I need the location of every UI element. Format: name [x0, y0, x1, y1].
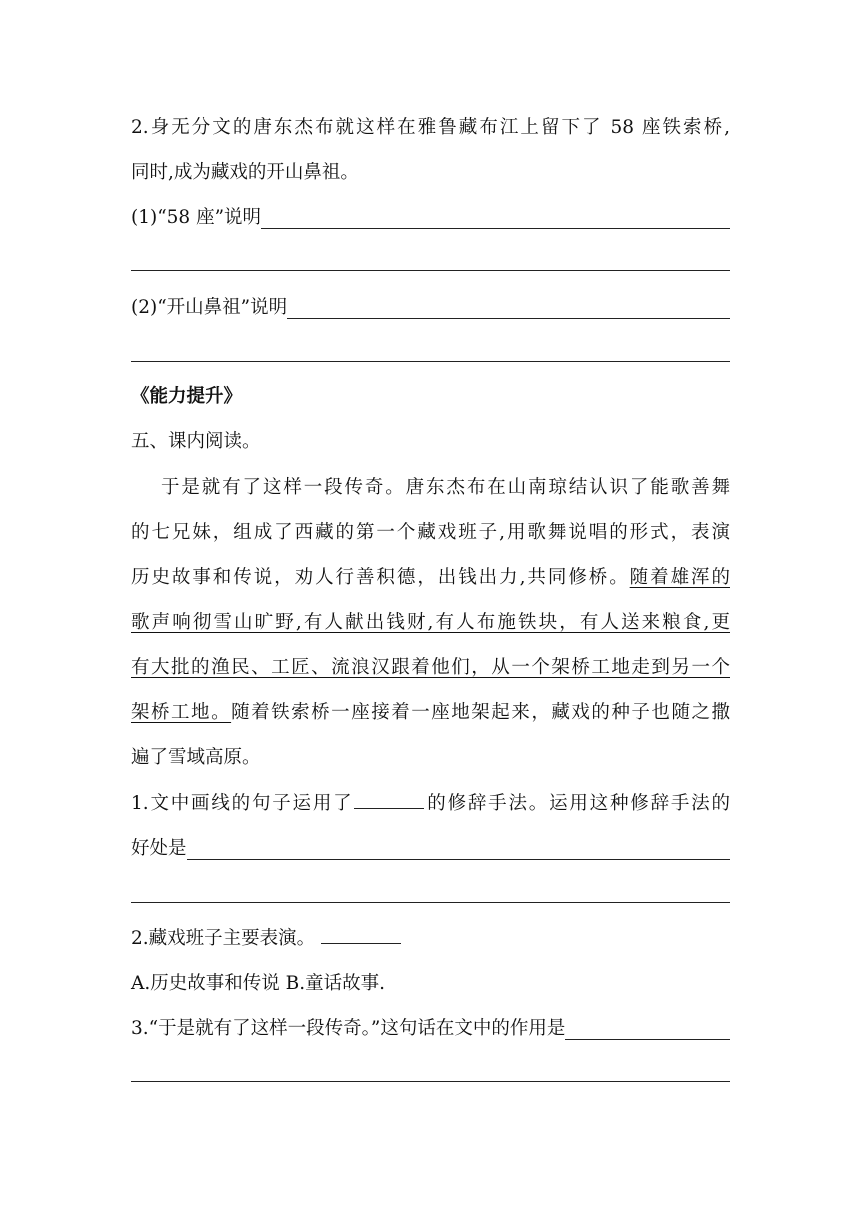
answer-row-2: [131, 294, 730, 322]
passage-line-3: [131, 564, 730, 592]
answer-line-5b[interactable]: [131, 1081, 730, 1082]
answer-blank-2[interactable]: [287, 318, 730, 319]
question-1-text-b: 的修辞手法。运用这种修辞手法的: [425, 793, 730, 814]
section-title: 《能力提升》: [131, 386, 243, 407]
passage-line-1: 于是就有了这样一段传奇。唐东杰布在山南琼结认识了能歌善舞: [161, 477, 730, 498]
passage-line-4-underlined: 歌声响彻雪山旷野,有人献出钱财,有人布施铁块，有人送来粮食,更: [131, 612, 730, 633]
passage-line-7: 遍了雪域高原。: [131, 747, 261, 768]
sub-question-1-label: (1)“58 座”说明: [131, 207, 262, 228]
passage-line-6: [131, 699, 730, 727]
question-1-text-c: 好处是: [131, 838, 187, 859]
answer-blank-5[interactable]: [565, 1039, 730, 1040]
answer-blank-4[interactable]: [321, 925, 401, 944]
question-1-answer-row: [131, 835, 730, 863]
answer-line-3b[interactable]: [131, 902, 730, 903]
question-1-line-1: [131, 790, 730, 818]
passage-text: 历史故事和传说，劝人行善积德，出钱出力,共同修桥。: [131, 567, 630, 588]
question-3-row: [131, 1015, 730, 1043]
answer-row-1: [131, 204, 730, 232]
question-2b-options: A.历史故事和传说 B.童话故事.: [131, 973, 385, 994]
passage-line-2: 的七兄妹，组成了西藏的第一个藏戏班子,用歌舞说唱的形式，表演: [131, 522, 730, 543]
passage-line-5-underlined: 有大批的渔民、工匠、流浪汉跟着他们，从一个架桥工地走到另一个: [131, 657, 730, 678]
answer-line-2b[interactable]: [131, 361, 730, 362]
answer-line-1b[interactable]: [131, 270, 730, 271]
question-1-text-a: 1.文中画线的句子运用了: [131, 793, 354, 814]
question-3-text: 3.“于是就有了这样一段传奇。”这句话在文中的作用是: [131, 1018, 566, 1039]
underlined-sentence: 随着雄浑的: [629, 567, 730, 588]
underlined-sentence-end: 架桥工地。: [131, 702, 232, 723]
answer-blank-3[interactable]: [187, 859, 730, 860]
sub-question-2-label: (2)“开山鼻祖”说明: [131, 297, 288, 318]
rhetoric-blank[interactable]: [354, 790, 424, 809]
question-2b-line: [131, 925, 730, 953]
passage-text: 随着铁索桥一座接着一座地架起来，藏戏的种子也随之撒: [231, 702, 730, 723]
answer-blank-1[interactable]: [261, 228, 730, 229]
question-2-line-1: 2.身无分文的唐东杰布就这样在雅鲁藏布江上留下了 58 座铁索桥,: [131, 117, 730, 138]
question-2b-text: 2.藏戏班子主要表演。: [131, 928, 316, 949]
question-2-line-2: 同时,成为藏戏的开山鼻祖。: [131, 162, 359, 183]
part-title: 五、课内阅读。: [131, 431, 261, 452]
